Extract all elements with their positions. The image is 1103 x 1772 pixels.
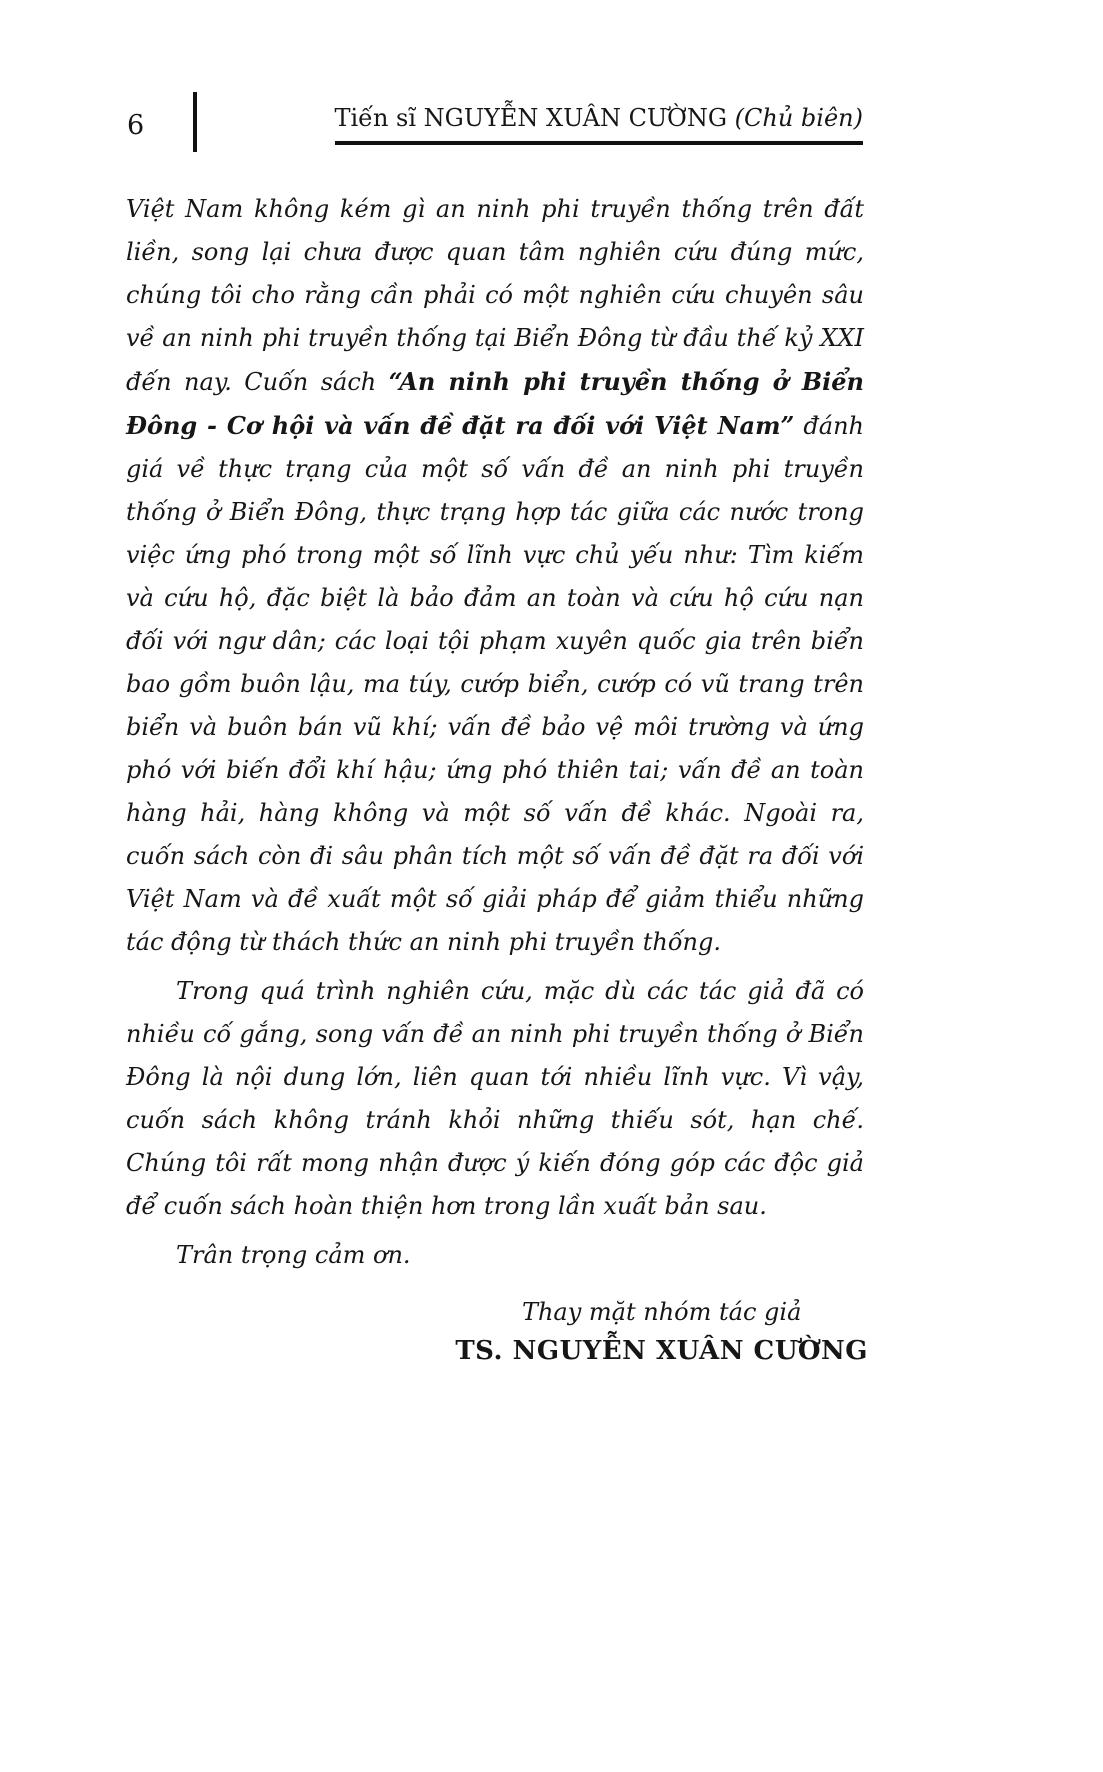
page-number: 6 bbox=[127, 110, 145, 141]
paragraph-intro-pre: Việt Nam không kém gì an ninh phi truyền thống trên đất liền, song lại chưa được quan tâm nghiên cứu đúng mức, chúng tôi cho rằng cần phải có một nghiên cứu chuyên sâu về an ninh phi truyền thống tại Biển Đông từ đầu thế kỷ XXI đến nay. Cuốn sách bbox=[126, 195, 864, 396]
running-header-author: Tiến sĩ NGUYỄN XUÂN CƯỜNG bbox=[334, 104, 735, 132]
paragraph-acknowledgement: Trong quá trình nghiên cứu, mặc dù các tác giả đã có nhiều cố gắng, song vấn đề an ninh phi truyền thống ở Biển Đông là nội dung lớn, liên quan tới nhiều lĩnh vực. Vì vậy, cuốn sách không tránh khỏi những thiếu sót, hạn chế. Chúng tôi rất mong nhận được ý kiến đóng góp các độc giả để cuốn sách hoàn thiện hơn trong lần xuất bản sau. bbox=[126, 977, 864, 1220]
header-vertical-rule bbox=[193, 92, 197, 152]
book-title-emphasis: “An ninh phi truyền thống ở Biển Đông - Cơ hội và vấn đề đặt ra đối với Việt Nam” bbox=[126, 367, 864, 440]
paragraph-intro bbox=[126, 188, 864, 964]
paragraph-thanks: Trân trọng cảm ơn. bbox=[176, 1241, 411, 1269]
paragraph-intro-post: đánh giá về thực trạng của một số vấn đề an ninh phi truyền thống ở Biển Đông, thực trạng hợp tác giữa các nước trong việc ứng phó trong một số lĩnh vực chủ yếu như: Tìm kiếm và cứu hộ, đặc biệt là bảo đảm an toàn và cứu hộ cứu nạn đối với ngư dân; các loại tội phạm xuyên quốc gia trên biển bao gồm buôn lậu, ma túy, cướp biển, cướp có vũ trang trên biển và buôn bán vũ khí; vấn đề bảo vệ môi trường và ứng phó với biến đổi khí hậu; ứng phó thiên tai; vấn đề an toàn hàng hải, hàng không và một số vấn đề khác. Ngoài ra, cuốn sách còn đi sâu phân tích một số vấn đề đặt ra đối với Việt Nam và đề xuất một số giải pháp để giảm thiểu những tác động từ thách thức an ninh phi truyền thống. bbox=[126, 412, 864, 956]
signature-block bbox=[455, 1298, 868, 1366]
signature-author-name: TS. NGUYỄN XUÂN CƯỜNG bbox=[455, 1336, 868, 1366]
signature-on-behalf: Thay mặt nhóm tác giả bbox=[521, 1298, 802, 1326]
running-header bbox=[335, 104, 864, 145]
running-header-role: (Chủ biên) bbox=[734, 104, 863, 132]
body-text bbox=[126, 188, 864, 1277]
